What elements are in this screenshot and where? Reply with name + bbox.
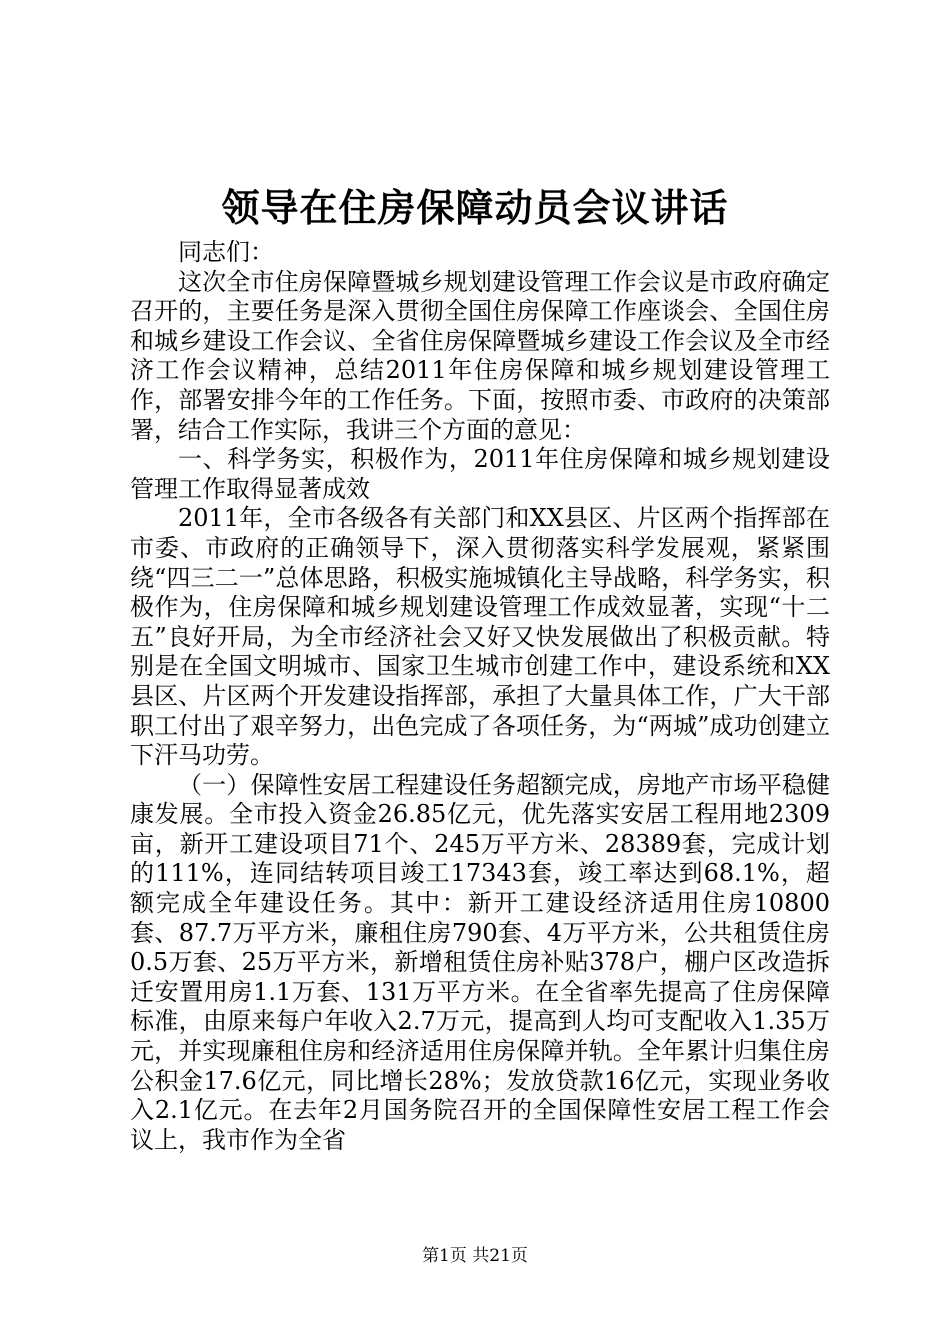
paragraph-2011-summary: 2011年，全市各级各有关部门和XX县区、片区两个指挥部在市委、市政府的正确领导下，深入贯彻落实科学发展观，紧紧围绕“四三二一”总体思路，积极实施城镇化主导战略，科学务实，积极作为，住房保障和城乡规划建设管理工作成效显著，实现“十二五”良好开局，为全市经济社会又好又快发展做出了积极贡献。特别是在全国文明城市、国家卫生城市创建工作中，建设系统和XX县区、片区两个开发建设指挥部，承担了大量具体工作，广大干部职工付出了艰辛努力，出色完成了各项任务，为“两城”成功创建立下汗马功劳。	[130, 504, 830, 770]
section-heading-one: 一、科学务实，积极作为，2011年住房保障和城乡规划建设管理工作取得显著成效	[130, 445, 830, 503]
document-body	[130, 238, 830, 1155]
document-title: 领导在住房保障动员会议讲话	[221, 185, 729, 230]
paragraph-housing-projects: （一）保障性安居工程建设任务超额完成，房地产市场平稳健康发展。全市投入资金26.85亿元，优先落实安居工程用地2309亩，新开工建设项目71个、245万平方米、28389套，完成计划的111%，连同结转项目竣工17343套，竣工率达到68.1%，超额完成全年建设任务。其中：新开工建设经济适用住房10800套、87.7万平方米，廉租住房790套、4万平方米，公共租赁住房0.5万套、25万平方米，新增租赁住房补贴378户，棚户区改造拆迁安置用房1.1万套、131万平方米。在全省率先提高了住房保障标准，由原来每户年收入2.7万元，提高到人均可支配收入1.35万元，并实现廉租住房和经济适用住房保障并轨。全年累计归集住房公积金17.6亿元，同比增长28%；发放贷款16亿元，实现业务收入2.1亿元。在去年2月国务院召开的全国保障性安居工程工作会议上，我市作为全省	[130, 770, 830, 1154]
salutation: 同志们：	[178, 238, 274, 266]
paragraph-intro: 这次全市住房保障暨城乡规划建设管理工作会议是市政府确定召开的，主要任务是深入贯彻全国住房保障工作座谈会、全国住房和城乡建设工作会议、全省住房保障暨城乡建设工作会议及全市经济工作会议精神，总结2011年住房保障和城乡规划建设管理工作，部署安排今年的工作任务。下面，按照市委、市政府的决策部署，结合工作实际，我讲三个方面的意见：	[130, 267, 830, 444]
page-number-footer: 第1页 共21页	[422, 1246, 528, 1266]
